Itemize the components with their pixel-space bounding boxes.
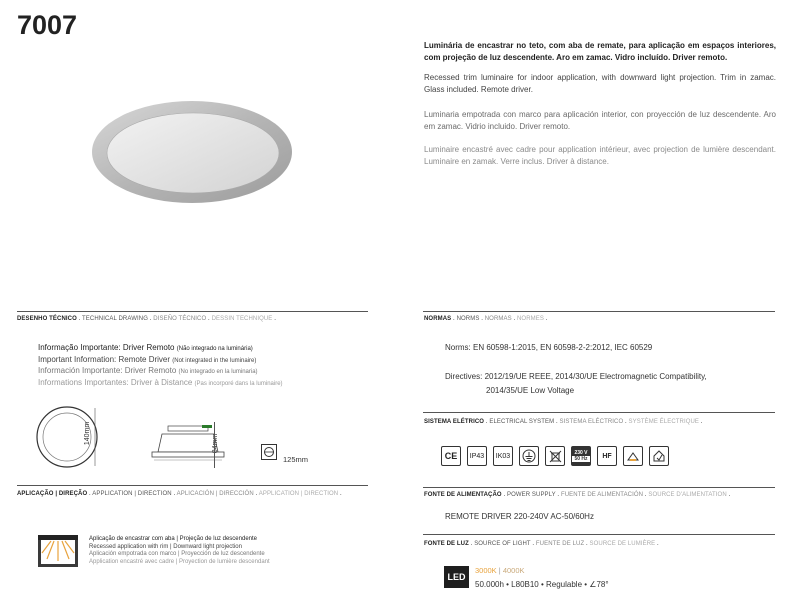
remote-driver-icon	[623, 446, 643, 466]
norms-list: Norms: EN 60598-1:2015, EN 60598-2-2:2012, IEC 60529	[445, 343, 653, 352]
directives-list: Directives: 2012/19/UE REEE, 2014/30/UE Electromagnetic Compatibility,	[445, 372, 707, 381]
hf-icon: HF	[597, 446, 617, 466]
section-divider	[423, 487, 775, 488]
indoor-use-icon	[649, 446, 669, 466]
light-source-details: 50.000h • L80B10 • Regulable • ∠78°	[475, 580, 609, 589]
downlight-application-icon	[38, 535, 78, 567]
section-divider	[17, 485, 368, 486]
power-supply-value: REMOTE DRIVER 220-240V AC-50/60Hz	[445, 512, 594, 521]
cutout-icon	[261, 444, 277, 460]
color-temperatures: 3000K | 4000K	[475, 566, 525, 575]
product-image	[92, 100, 292, 204]
description-es: Luminaria empotrada con marco para aplicación interior, con proyección de luz descendente. Aro em zamac. Vidrio incluido. Driver remoto.	[424, 110, 776, 131]
certification-icons	[441, 446, 669, 466]
voltage-icon: 230 V 50 Hz	[571, 446, 591, 466]
dim-line-height	[214, 422, 215, 468]
section-header-application: APLICAÇÃO | DIREÇÃO . APPLICATION | DIRECTION . APLICACIÓN | DIRECCIÓN . APPLICATION | DIRECTION .	[17, 491, 342, 497]
dim-height-label: 84mm	[212, 433, 220, 454]
dim-diameter-label: 140mm	[84, 421, 92, 446]
section-divider	[423, 412, 775, 413]
remote-driver-info: Informação Importante: Driver Remoto (Não integrado na luminária) Important Information: Remote Driver (Not integrated in the luminaire) Información Importante: Driver Remoto (No integrado en la luminaria) Informations Importantes: Driver à Distance (Pas incorporé dans la luminaire)	[38, 343, 283, 387]
section-divider	[423, 311, 775, 312]
application-description: Aplicação de encastrar com aba | Projeção de luz descendente Recessed application with rim | Downward light projection Aplicación empotrada con marco | Proyección de luz descendente Application encastré avec cadre | Proyection de lumière descendant	[89, 536, 270, 565]
ce-mark-icon: CE	[441, 446, 461, 466]
section-header-power-supply: FONTE DE ALIMENTAÇÃO . POWER SUPPLY . FUENTE DE ALIMENTACIÓN . SOURCE D'ALIMENTATION .	[424, 492, 731, 498]
cutout-dimension: 125mm	[283, 455, 309, 464]
description-en: Recessed trim luminaire for indoor application, with downward light projection. Trim in zamac. Glass included. Remote driver.	[424, 73, 776, 94]
temp-warm: 3000K	[475, 566, 497, 575]
section-divider	[423, 534, 775, 535]
class-i-earth-icon	[519, 446, 539, 466]
ip43-icon: IP43	[467, 446, 487, 466]
section-divider	[17, 311, 368, 312]
led-badge: LED	[444, 566, 469, 588]
weee-bin-icon	[545, 446, 565, 466]
description-pt: Luminária de encastrar no teto, com aba de remate, para aplicação em espaços interiores, com projeção de luz descendente. Aro em zamac. Vidro incluído. Driver remoto.	[424, 41, 776, 62]
temp-neutral: 4000K	[502, 566, 525, 575]
description-fr: Luminaire encastré avec cadre pour application intérieur, avec projection de lumière descendant. Luminaire en zamak. Verre inclus. Driver à distance.	[424, 145, 776, 166]
section-header-technical-drawing: DESENHO TÉCNICO . TECHNICAL DRAWING . DISEÑO TÉCNICO . DESSIN TECHNIQUE .	[17, 316, 276, 322]
product-code: 7007	[17, 10, 78, 40]
section-header-norms: NORMAS . NORMS . NORMAS . NORMES .	[424, 316, 548, 322]
section-header-electrical: SISTEMA ELÉTRICO . ELECTRICAL SYSTEM . SISTEMA ELÉCTRICO . SYSTÈME ÉLECTRIQUE .	[424, 419, 703, 425]
ik03-icon: IK03	[493, 446, 513, 466]
directives-list-cont: 2014/35/UE Low Voltage	[486, 386, 575, 395]
section-header-light-source: FONTE DE LUZ . SOURCE OF LIGHT . FUENTE DE LUZ . SOURCE DE LUMIÈRE .	[424, 541, 659, 547]
